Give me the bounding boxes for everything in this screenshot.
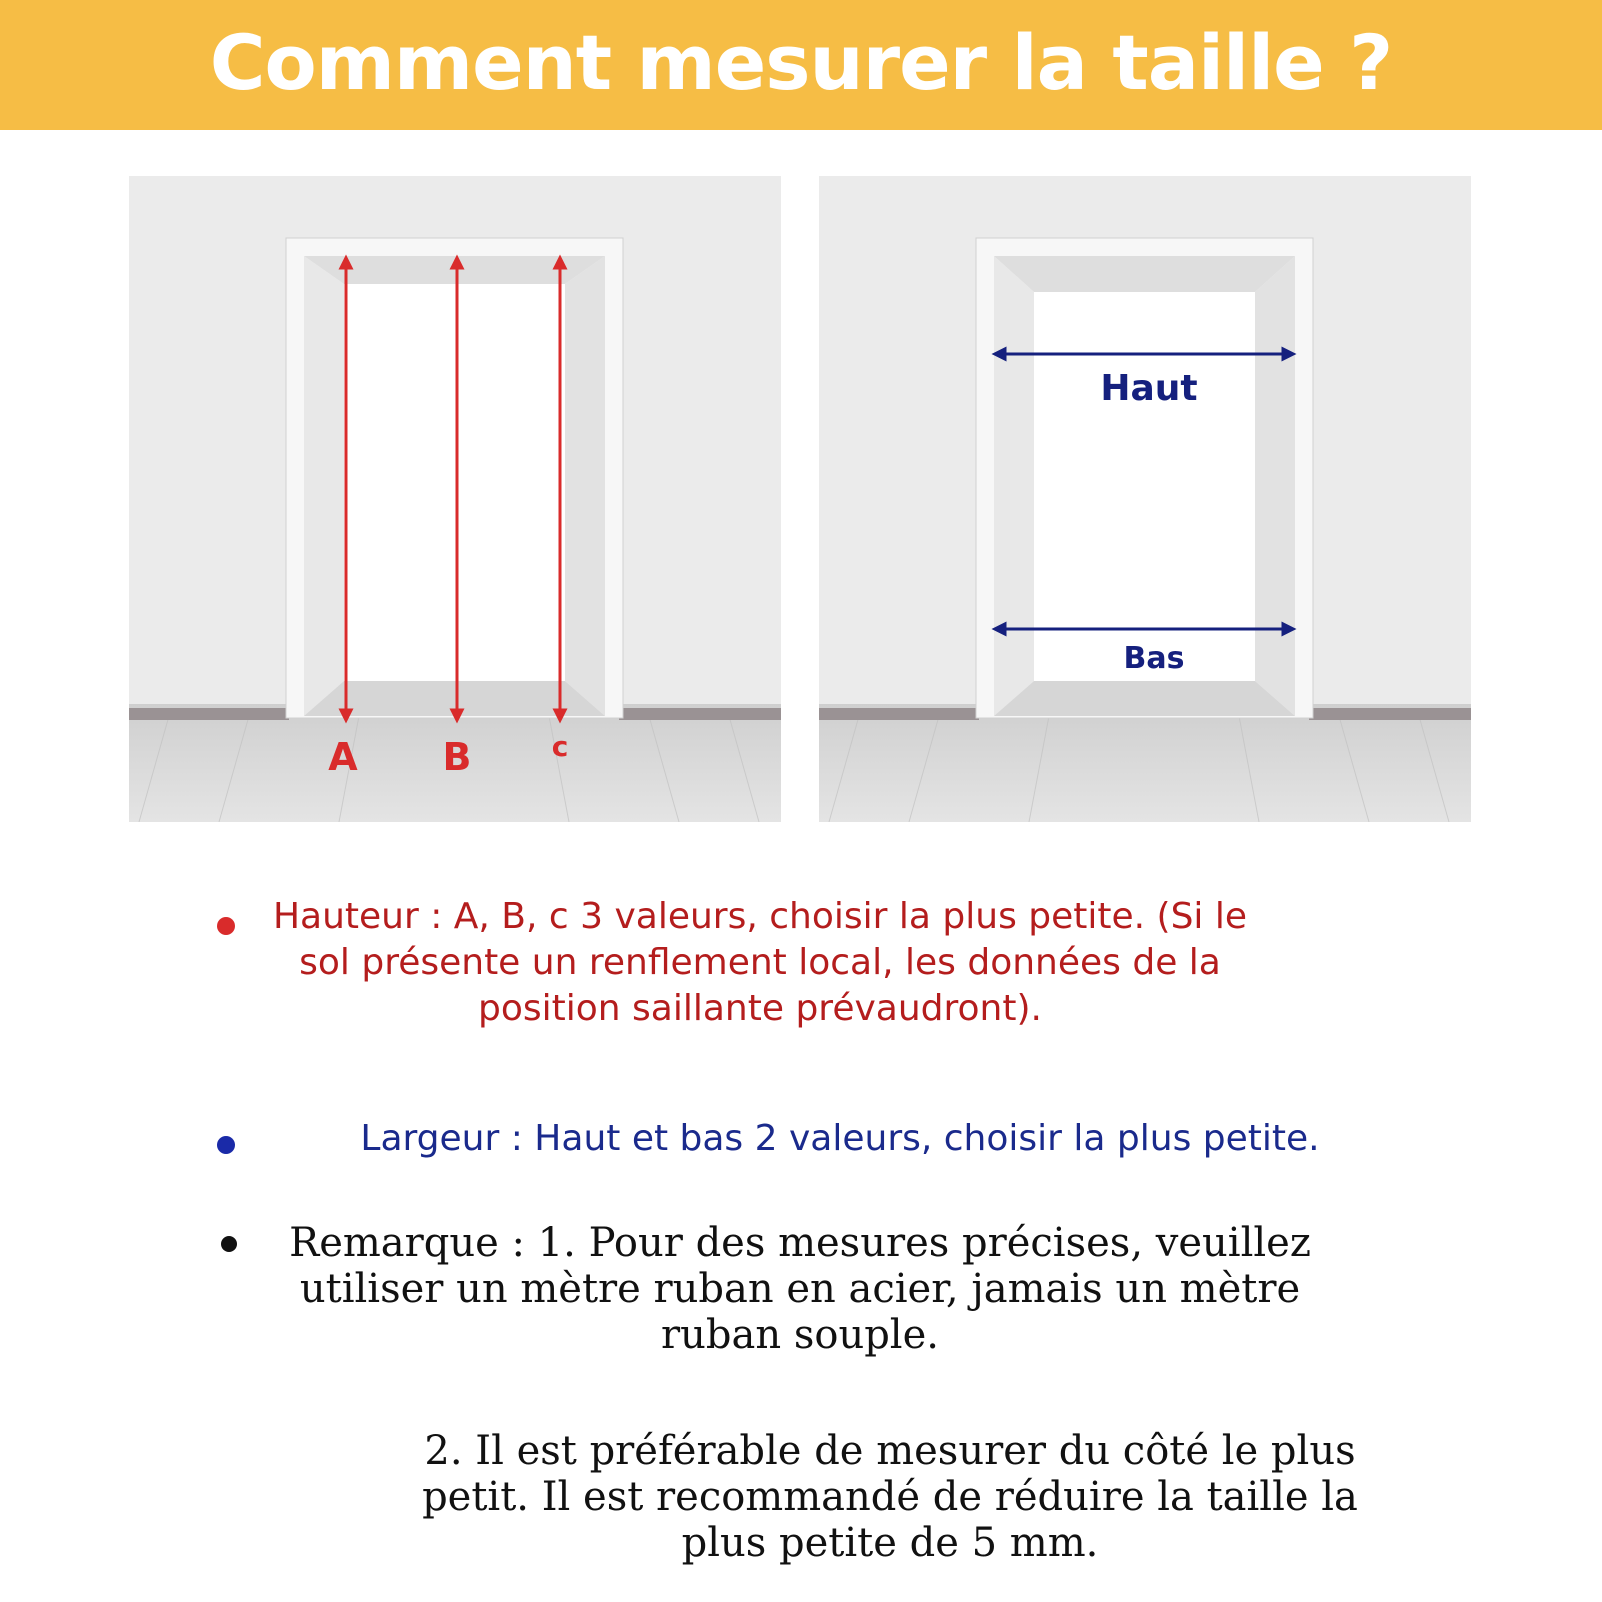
bullet-blue xyxy=(217,1136,235,1154)
label-bas: Bas xyxy=(1123,641,1185,676)
baseboard-right xyxy=(619,708,781,720)
note-width: Largeur : Haut et bas 2 valeurs, choisir la plus petite. xyxy=(360,1118,1320,1159)
header-banner xyxy=(0,0,1602,130)
baseboard-left xyxy=(129,708,289,720)
note-height: Hauteur : A, B, c 3 valeurs, choisir la plus petite. (Si le sol présente un renflement local, les données de la position saillante prévaudront). xyxy=(272,896,1248,1029)
door-opening xyxy=(1034,292,1255,681)
label-c: c xyxy=(551,730,569,763)
door-jamb-right xyxy=(1255,256,1295,716)
label-a: A xyxy=(328,735,358,779)
door-floor xyxy=(994,681,1295,716)
baseboard-right xyxy=(1309,708,1471,720)
door-opening xyxy=(344,284,565,681)
bullet-black xyxy=(221,1236,237,1252)
height-diagram xyxy=(129,176,781,822)
note-remark-2: 2. Il est préférable de mesurer du côté le plus petit. Il est recommandé de réduire la taille la plus petite de 5 mm. xyxy=(422,1428,1358,1566)
width-diagram xyxy=(819,176,1471,822)
height-diagram-illustration xyxy=(129,176,781,822)
label-haut: Haut xyxy=(1100,368,1198,409)
door-jamb-left xyxy=(304,256,344,716)
note-remark-1: Remarque : 1. Pour des mesures précises, veuillez utiliser un mètre ruban en acier, jamais un mètre ruban souple. xyxy=(289,1220,1311,1358)
label-b: B xyxy=(442,735,472,779)
page-title: Comment mesurer la taille ? xyxy=(209,17,1393,107)
door-jamb-right xyxy=(565,256,605,716)
bullet-red xyxy=(217,917,235,935)
width-diagram-illustration xyxy=(819,176,1471,822)
baseboard-left xyxy=(819,708,979,720)
door-jamb-left xyxy=(994,256,1034,716)
floor xyxy=(819,704,1471,822)
door-lintel xyxy=(994,256,1295,292)
